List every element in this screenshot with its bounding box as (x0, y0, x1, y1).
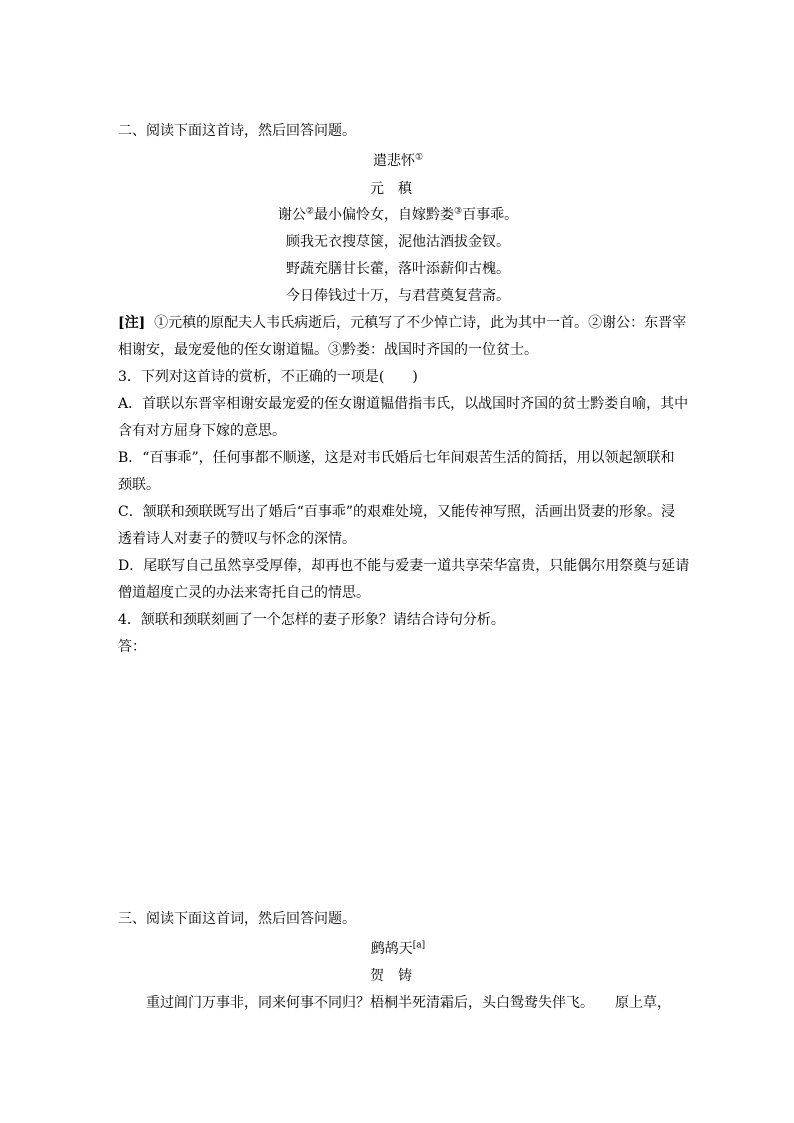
option-c-line-1: C．颔联和颈联既写出了婚后“百事乖”的艰难处境，又能传神写照，活画出贤妻的形象。浸 (118, 504, 676, 520)
poem-line-1-part-a: 谢公 (277, 207, 306, 223)
question-3: 3．下列对这首诗的赏析，不正确的一项是( ) (118, 369, 418, 385)
ci-title (118, 939, 678, 959)
footnote-marker-2: ② (305, 206, 314, 217)
answer-label: 答： (118, 639, 146, 655)
poem-title-footnote-marker: ① (414, 152, 424, 163)
option-c-line-2: 透着诗人对妻子的赞叹与怀念的深情。 (118, 531, 356, 547)
ci-title-footnote-marker: [a] (412, 940, 426, 951)
ci-author: 贺铸 (370, 968, 426, 984)
option-b-line-2: 颈联。 (118, 477, 160, 493)
poem-title (118, 151, 678, 171)
poem-line-1-part-b: 最小偏怜女，自嫁黔娄 (314, 207, 454, 223)
poem-line-2: 顾我无衣搜荩箧，泥他沽酒拔金钗。 (286, 234, 510, 250)
poem-line-1 (118, 205, 678, 225)
option-a-line-1: A．首联以东晋宰相谢安最宠爱的侄女谢道韫借指韦氏，以战国时齐国的贫士黔娄自喻，其中 (118, 396, 689, 412)
poem-title-text: 遣悲怀 (372, 153, 415, 169)
note-text-1: ①元稹的原配夫人韦氏病逝后，元稹写了不少悼亡诗，此为其中一首。②谢公：东晋宰 (154, 315, 687, 331)
section2-heading: 二、阅读下面这首诗，然后回答问题。 (118, 123, 356, 139)
poem-line-3: 野蔬充膳甘长藿，落叶添薪仰古槐。 (286, 261, 510, 277)
option-b-line-1: B．“百事乖”，任何事都不顺遂，这是对韦氏婚后七年间艰苦生活的简括，用以领起颔联和 (118, 450, 675, 466)
question-4: 4．颔联和颈联刻画了一个怎样的妻子形象？请结合诗句分析。 (118, 612, 505, 628)
note-label: [注] (118, 315, 146, 331)
poem-line-4: 今日俸钱过十万，与君营奠复营斋。 (286, 288, 510, 304)
poem-author: 元稹 (370, 181, 426, 197)
ci-title-text: 鹧鸪天 (370, 941, 413, 957)
option-a-line-2: 含有对方屈身下嫁的意思。 (118, 423, 286, 439)
section3-heading: 三、阅读下面这首词，然后回答问题。 (118, 911, 356, 927)
option-d-line-2: 僧道超度亡灵的办法来寄托自己的情思。 (118, 585, 370, 601)
poem-note-line-1 (118, 313, 687, 333)
ci-line-1: 重过阊门万事非，同来何事不同归？梧桐半死清霜后，头白鸳鸯失伴飞。 原上草， (146, 995, 671, 1011)
poem-line-1-part-c: 百事乖。 (462, 207, 519, 223)
footnote-marker-3: ③ (454, 206, 463, 217)
poem-note-line-2: 相谢安，最宠爱他的侄女谢道韫。③黔娄：战国时齐国的一位贫士。 (118, 342, 538, 358)
option-d-line-1: D．尾联写自己虽然享受厚俸，却再也不能与爱妻一道共享荣华富贵，只能偶尔用祭奠与延请 (118, 558, 690, 574)
